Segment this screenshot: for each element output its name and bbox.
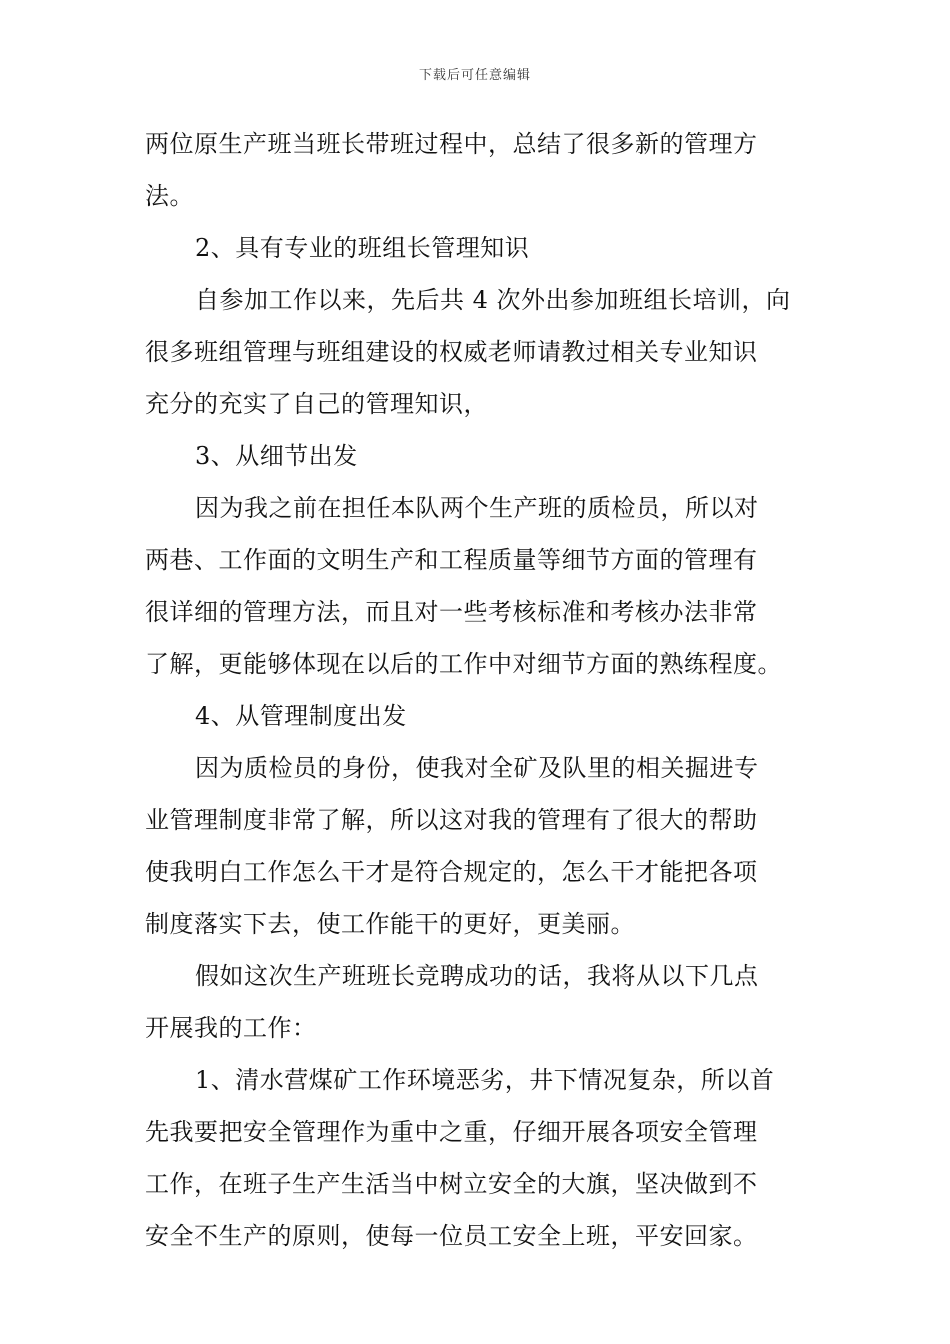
paragraph-line: 工作，在班子生产生活当中树立安全的大旗，坚决做到不 bbox=[145, 1170, 758, 1198]
paragraph-line: 很多班组管理与班组建设的权威老师请教过相关专业知识 bbox=[145, 338, 758, 366]
paragraph-line: 两位原生产班当班长带班过程中，总结了很多新的管理方 bbox=[145, 130, 758, 158]
paragraph-line: 使我明白工作怎么干才是符合规定的，怎么干才能把各项 bbox=[145, 858, 758, 886]
paragraph-line: 很详细的管理方法，而且对一些考核标准和考核办法非常 bbox=[145, 598, 758, 626]
paragraph-line: 法。 bbox=[145, 182, 194, 210]
page-header: 下载后可任意编辑 bbox=[418, 68, 531, 83]
paragraph-line: 两巷、工作面的文明生产和工程质量等细节方面的管理有 bbox=[145, 546, 758, 574]
paragraph-line: 制度落实下去，使工作能干的更好，更美丽。 bbox=[145, 910, 635, 938]
paragraph-first-line: 4、从管理制度出发 bbox=[195, 702, 407, 730]
paragraph-first-line: 2、具有专业的班组长管理知识 bbox=[195, 234, 530, 262]
paragraph-line: 了解，更能够体现在以后的工作中对细节方面的熟练程度。 bbox=[145, 650, 782, 678]
paragraph-line: 安全不生产的原则，使每一位员工安全上班，平安回家。 bbox=[145, 1222, 758, 1250]
paragraph-first-line: 假如这次生产班班长竞聘成功的话，我将从以下几点 bbox=[195, 962, 759, 990]
paragraph-first-line: 因为我之前在担任本队两个生产班的质检员，所以对 bbox=[195, 494, 759, 522]
paragraph-line: 先我要把安全管理作为重中之重，仔细开展各项安全管理 bbox=[145, 1118, 758, 1146]
paragraph-first-line: 3、从细节出发 bbox=[195, 442, 358, 470]
paragraph-line: 开展我的工作： bbox=[145, 1014, 317, 1042]
paragraph-first-line: 自参加工作以来，先后共 4 次外出参加班组长培训，向 bbox=[195, 286, 791, 314]
paragraph-line: 业管理制度非常了解，所以这对我的管理有了很大的帮助 bbox=[145, 806, 758, 834]
paragraph-first-line: 因为质检员的身份，使我对全矿及队里的相关掘进专 bbox=[195, 754, 759, 782]
paragraph-first-line: 1、清水营煤矿工作环境恶劣，井下情况复杂，所以首 bbox=[195, 1066, 775, 1094]
paragraph-line: 充分的充实了自己的管理知识， bbox=[145, 390, 488, 418]
document-body bbox=[145, 118, 810, 1262]
